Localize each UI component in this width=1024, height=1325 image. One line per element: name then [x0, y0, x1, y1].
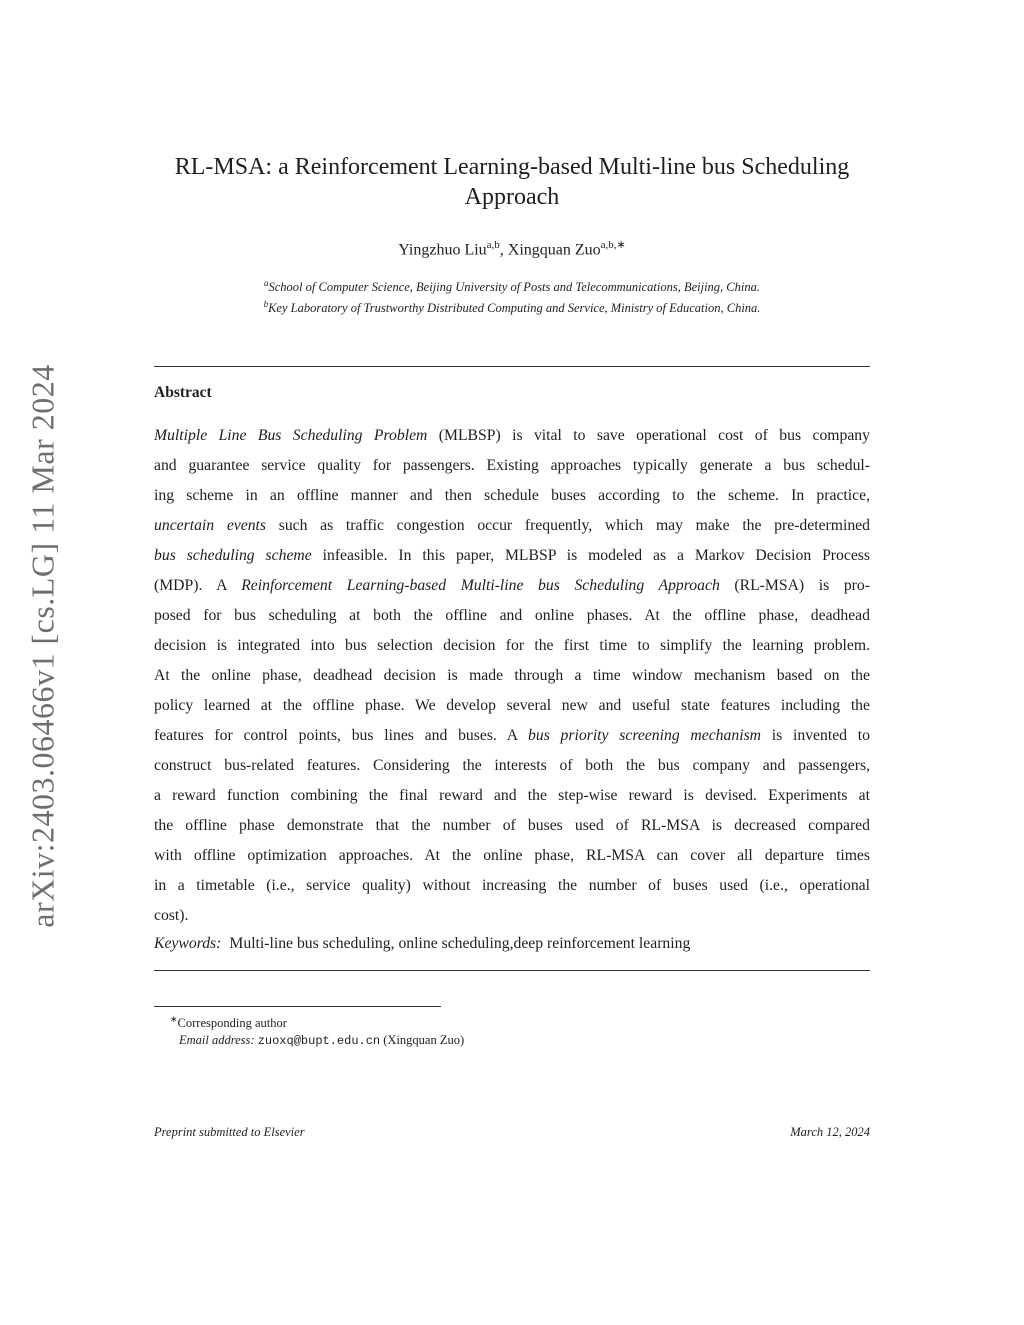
affiliation-text: Key Laboratory of Trustworthy Distributed Computing and Service, Ministry of Education, China. — [268, 301, 761, 316]
abstract-text: a reward function combining the final reward and the step-wise reward is devised. Experiments at — [154, 787, 870, 804]
abstract-text: (RL-MSA) is pro- — [719, 577, 870, 594]
abstract-line — [154, 721, 870, 751]
affiliation-line — [150, 296, 874, 317]
author-separator: , — [499, 241, 508, 259]
keywords — [154, 935, 690, 953]
submission-date: March 12, 2024 — [790, 1125, 870, 1139]
abstract-emphasis: bus priority screening mechanism — [528, 727, 762, 744]
title-line-2: Approach — [464, 184, 560, 210]
abstract-top-rule — [154, 366, 870, 367]
abstract-text: (MLBSP) is vital to save operational cost of bus company — [427, 427, 870, 444]
abstract-line — [154, 481, 870, 511]
abstract-line — [154, 811, 870, 841]
author-superscript: a,b,∗ — [600, 239, 626, 251]
abstract-line — [154, 781, 870, 811]
abstract-line — [154, 541, 870, 571]
abstract-line — [154, 601, 870, 631]
abstract-line — [154, 901, 870, 931]
abstract-emphasis: Reinforcement Learning-based Multi-line bus Scheduling Approach — [241, 577, 720, 594]
abstract-text: At the online phase, deadhead decision is made through a time window mechanism based on the — [154, 667, 870, 684]
affiliation-line — [150, 275, 874, 296]
footnote — [170, 1011, 464, 1050]
abstract-line — [154, 661, 870, 691]
abstract-text: the offline phase demonstrate that the number of buses used of RL-MSA is decreased compared — [154, 817, 870, 834]
author-name: Yingzhuo Liu — [398, 241, 487, 259]
abstract-text: with offline optimization approaches. At the online phase, RL-MSA can cover all departure times — [154, 847, 870, 864]
abstract-text: cost). — [154, 907, 189, 924]
abstract-text: is invented to — [761, 727, 870, 744]
abstract-emphasis: Multiple Line Bus Scheduling Problem — [154, 427, 428, 444]
abstract-text: ing scheme in an offline manner and then schedule buses according to the scheme. In practice, — [154, 487, 870, 504]
abstract-line — [154, 451, 870, 481]
abstract-line — [154, 631, 870, 661]
abstract-text: posed for bus scheduling at both the offline and online phases. At the offline phase, deadhead — [154, 607, 870, 624]
author-list — [150, 238, 874, 259]
abstract-text: infeasible. In this paper, MLBSP is modeled as a Markov Decision Process — [311, 547, 871, 564]
abstract-text: construct bus-related features. Considering the interests of both the bus company and passengers, — [154, 757, 870, 774]
affiliation-mark: a — [264, 278, 269, 288]
footnote-corresponding-text: Corresponding author — [177, 1016, 287, 1031]
title-line-1: RL-MSA: a Reinforcement Learning-based Multi-line bus Scheduling — [174, 154, 850, 180]
abstract-line — [154, 871, 870, 901]
abstract-emphasis: uncertain events — [154, 517, 267, 534]
footnote-mark: ∗ — [170, 1014, 178, 1024]
keywords-text: Multi-line bus scheduling, online scheduling,deep reinforcement learning — [229, 935, 691, 952]
footnote-rule — [154, 1006, 441, 1007]
arxiv-identifier-stamp: arXiv:2403.06466v1 [cs.LG] 11 Mar 2024 — [24, 364, 61, 928]
footnote-email-line — [170, 1032, 464, 1050]
abstract-text: policy learned at the offline phase. We develop several new and useful state features including the — [154, 697, 870, 714]
abstract-text: such as traffic congestion occur frequently, which may make the pre-determined — [266, 517, 870, 534]
abstract-line — [154, 751, 870, 781]
author-name: Xingquan Zuo — [507, 241, 601, 259]
abstract-line — [154, 571, 870, 601]
affiliations — [150, 275, 874, 317]
abstract-heading: Abstract — [154, 384, 212, 401]
footnote-email-link[interactable]: zuoxq@bupt.edu.cn — [257, 1034, 381, 1049]
abstract-body — [154, 421, 870, 931]
preprint-notice: Preprint submitted to Elsevier — [154, 1125, 305, 1139]
abstract-line — [154, 691, 870, 721]
abstract-line — [154, 421, 870, 451]
footnote-corresponding — [170, 1011, 464, 1032]
abstract-text: (MDP). A — [154, 577, 242, 594]
abstract-bottom-rule — [154, 970, 870, 971]
affiliation-text: School of Computer Science, Beijing University of Posts and Telecommunications, Beijing, China. — [268, 280, 760, 295]
abstract-text: and guarantee service quality for passengers. Existing approaches typically generate a bus schedul- — [154, 457, 870, 474]
abstract-line — [154, 511, 870, 541]
abstract-emphasis: bus scheduling scheme — [154, 547, 312, 564]
footnote-email-name: (Xingquan Zuo) — [383, 1033, 465, 1048]
abstract-text: in a timetable (i.e., service quality) without increasing the number of buses used (i.e., operational — [154, 877, 870, 894]
abstract-line — [154, 841, 870, 871]
paper-title — [150, 152, 874, 212]
abstract-text: decision is integrated into bus selection decision for the first time to simplify the learning problem. — [154, 637, 870, 654]
affiliation-mark: b — [263, 299, 269, 310]
abstract-text: features for control points, bus lines and buses. A — [154, 727, 528, 744]
footnote-email-label: Email address: — [179, 1033, 255, 1048]
author-superscript: a,b — [486, 239, 500, 251]
keywords-label: Keywords: — [154, 935, 222, 952]
